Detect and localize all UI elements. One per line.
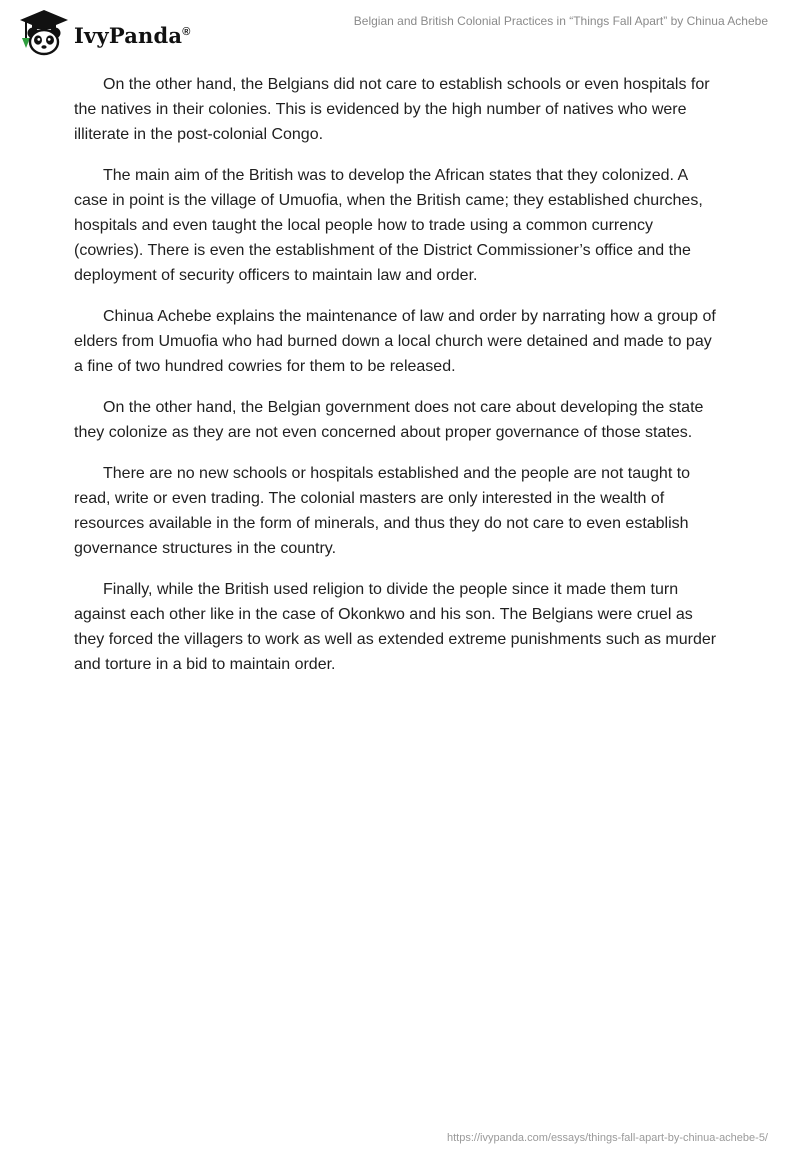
paragraph: Chinua Achebe explains the maintenance of law and order by narrating how a group of elders from Umuofia who had burned down a local church were detained and made to pay a fine of two hundred cowries for them to be released. [74,308,716,375]
paragraph: On the other hand, the Belgians did not care to establish schools or even hospitals for the natives in their colonies. This is evidenced by the high number of natives who were illiterate in the post-colonial Congo. [74,76,710,143]
brand-name: IvyPanda® [74,22,191,48]
registered-mark: ® [182,25,191,38]
paragraph: There are no new schools or hospitals established and the people are not taught to read, write or even trading. The colonial masters are only interested in the wealth of resources available in the form of minerals, and thus they do not care to even establish governance structures in the country. [74,465,691,557]
page-header [0,0,800,70]
paragraph: The main aim of the British was to develop the African states that they colonized. A case in point is the village of Umuofia, when the British came; they established churches, hospitals and even taught the local people how to trade using a common currency (cowries). There is even the establishment of the District Commissioner’s office and the deployment of security officers to maintain law and order. [74,167,703,284]
panda-logo-icon [14,8,70,56]
source-url-link[interactable]: https://ivypanda.com/essays/things-fall-apart-by-chinua-achebe-5/ [447,1132,768,1144]
brand-logo[interactable] [14,8,191,56]
paragraph: Finally, while the British used religion to divide the people since it made them turn against each other like in the case of Okonkwo and his son. The Belgians were cruel as they forced the villagers to work as well as extended extreme punishments such as murder and torture in a bid to maintain order. [74,581,717,673]
essay-body [74,72,724,693]
document-title: Belgian and British Colonial Practices in “Things Fall Apart” by Chinua Achebe [353,14,768,28]
paragraph: On the other hand, the Belgian government does not care about developing the state they colonize as they are not even concerned about proper governance of those states. [74,399,704,441]
